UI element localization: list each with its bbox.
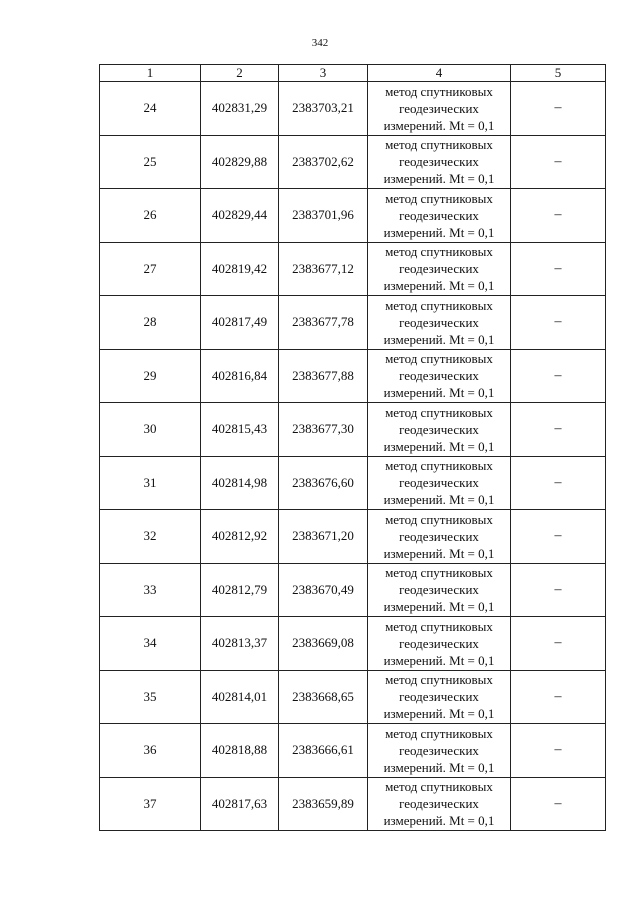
method-cell xyxy=(368,82,511,136)
x-coordinate-cell: 402818,88 xyxy=(201,724,279,778)
x-coordinate-cell: 402829,88 xyxy=(201,135,279,189)
method-text-line: измерений. Mt = 0,1 xyxy=(383,492,495,508)
y-coordinate-cell: 2383659,89 xyxy=(279,777,368,831)
method-text-line: геодезических xyxy=(399,796,479,812)
point-number-cell: 29 xyxy=(100,349,201,403)
table-row xyxy=(100,403,606,457)
table-row xyxy=(100,563,606,617)
y-coordinate-cell: 2383666,61 xyxy=(279,724,368,778)
method-text-line: измерений. Mt = 0,1 xyxy=(383,759,495,775)
y-coordinate-cell: 2383677,30 xyxy=(279,403,368,457)
table-row xyxy=(100,296,606,350)
y-coordinate-cell: 2383677,12 xyxy=(279,242,368,296)
table-row xyxy=(100,82,606,136)
point-number-cell: 33 xyxy=(100,563,201,617)
method-text-line: геодезических xyxy=(399,475,479,491)
page-number: 342 xyxy=(311,37,329,49)
header-col-3: 3 xyxy=(279,65,368,82)
x-coordinate-cell: 402812,92 xyxy=(201,510,279,564)
method-text-line: метод спутниковых xyxy=(385,190,493,206)
method-text-line: метод спутниковых xyxy=(385,779,493,795)
y-coordinate-cell: 2383670,49 xyxy=(279,563,368,617)
method-text-line: метод спутниковых xyxy=(385,244,493,260)
x-coordinate-cell: 402819,42 xyxy=(201,242,279,296)
method-text-line: геодезических xyxy=(399,368,479,384)
y-coordinate-cell: 2383703,21 xyxy=(279,82,368,136)
method-cell xyxy=(368,242,511,296)
y-coordinate-cell: 2383701,96 xyxy=(279,189,368,243)
note-cell: – xyxy=(511,670,606,724)
method-cell xyxy=(368,617,511,671)
method-cell xyxy=(368,296,511,350)
method-cell xyxy=(368,510,511,564)
header-col-2: 2 xyxy=(201,65,279,82)
method-text-line: метод спутниковых xyxy=(385,297,493,313)
x-coordinate-cell: 402814,01 xyxy=(201,670,279,724)
point-number-cell: 30 xyxy=(100,403,201,457)
method-cell xyxy=(368,456,511,510)
method-text-line: геодезических xyxy=(399,582,479,598)
y-coordinate-cell: 2383677,78 xyxy=(279,296,368,350)
note-cell: – xyxy=(511,82,606,136)
table-body xyxy=(100,82,606,831)
note-cell: – xyxy=(511,724,606,778)
point-number-cell: 32 xyxy=(100,510,201,564)
method-text-line: геодезических xyxy=(399,528,479,544)
x-coordinate-cell: 402831,29 xyxy=(201,82,279,136)
method-text-line: измерений. Mt = 0,1 xyxy=(383,331,495,347)
point-number-cell: 25 xyxy=(100,135,201,189)
method-text-line: измерений. Mt = 0,1 xyxy=(383,385,495,401)
note-cell: – xyxy=(511,563,606,617)
method-cell xyxy=(368,670,511,724)
table-header xyxy=(100,65,606,82)
method-text-line: измерений. Mt = 0,1 xyxy=(383,438,495,454)
note-cell: – xyxy=(511,296,606,350)
point-number-cell: 35 xyxy=(100,670,201,724)
point-number-cell: 28 xyxy=(100,296,201,350)
point-number-cell: 24 xyxy=(100,82,201,136)
table-row xyxy=(100,670,606,724)
method-text-line: геодезических xyxy=(399,100,479,116)
method-text-line: метод спутниковых xyxy=(385,618,493,634)
method-cell xyxy=(368,563,511,617)
header-col-1: 1 xyxy=(100,65,201,82)
method-cell xyxy=(368,724,511,778)
method-text-line: измерений. Mt = 0,1 xyxy=(383,278,495,294)
method-text-line: измерений. Mt = 0,1 xyxy=(383,224,495,240)
x-coordinate-cell: 402817,63 xyxy=(201,777,279,831)
x-coordinate-cell: 402816,84 xyxy=(201,349,279,403)
table-row xyxy=(100,189,606,243)
note-cell: – xyxy=(511,135,606,189)
point-number-cell: 37 xyxy=(100,777,201,831)
x-coordinate-cell: 402817,49 xyxy=(201,296,279,350)
note-cell: – xyxy=(511,510,606,564)
table-row xyxy=(100,349,606,403)
y-coordinate-cell: 2383677,88 xyxy=(279,349,368,403)
header-col-4: 4 xyxy=(368,65,511,82)
table-row xyxy=(100,777,606,831)
method-text-line: метод спутниковых xyxy=(385,672,493,688)
method-text-line: геодезических xyxy=(399,154,479,170)
note-cell: – xyxy=(511,403,606,457)
method-text-line: измерений. Mt = 0,1 xyxy=(383,813,495,829)
method-text-line: метод спутниковых xyxy=(385,511,493,527)
method-text-line: метод спутниковых xyxy=(385,83,493,99)
y-coordinate-cell: 2383702,62 xyxy=(279,135,368,189)
method-text-line: метод спутниковых xyxy=(385,725,493,741)
point-number-cell: 34 xyxy=(100,617,201,671)
method-text-line: измерений. Mt = 0,1 xyxy=(383,171,495,187)
method-cell xyxy=(368,349,511,403)
x-coordinate-cell: 402813,37 xyxy=(201,617,279,671)
method-text-line: измерений. Mt = 0,1 xyxy=(383,545,495,561)
x-coordinate-cell: 402815,43 xyxy=(201,403,279,457)
method-text-line: метод спутниковых xyxy=(385,404,493,420)
method-text-line: геодезических xyxy=(399,742,479,758)
note-cell: – xyxy=(511,777,606,831)
method-text-line: метод спутниковых xyxy=(385,458,493,474)
table-row xyxy=(100,724,606,778)
y-coordinate-cell: 2383668,65 xyxy=(279,670,368,724)
point-number-cell: 36 xyxy=(100,724,201,778)
header-row xyxy=(100,65,606,82)
y-coordinate-cell: 2383669,08 xyxy=(279,617,368,671)
method-text-line: геодезических xyxy=(399,207,479,223)
note-cell: – xyxy=(511,242,606,296)
coordinates-table xyxy=(99,64,606,831)
method-text-line: геодезических xyxy=(399,421,479,437)
method-text-line: метод спутниковых xyxy=(385,137,493,153)
method-text-line: измерений. Mt = 0,1 xyxy=(383,117,495,133)
method-text-line: метод спутниковых xyxy=(385,565,493,581)
point-number-cell: 31 xyxy=(100,456,201,510)
x-coordinate-cell: 402829,44 xyxy=(201,189,279,243)
table-row xyxy=(100,135,606,189)
method-text-line: измерений. Mt = 0,1 xyxy=(383,652,495,668)
method-cell xyxy=(368,189,511,243)
method-text-line: геодезических xyxy=(399,635,479,651)
note-cell: – xyxy=(511,189,606,243)
table-row xyxy=(100,242,606,296)
table-row xyxy=(100,617,606,671)
note-cell: – xyxy=(511,617,606,671)
x-coordinate-cell: 402812,79 xyxy=(201,563,279,617)
method-text-line: геодезических xyxy=(399,314,479,330)
method-cell xyxy=(368,777,511,831)
method-text-line: геодезических xyxy=(399,689,479,705)
y-coordinate-cell: 2383676,60 xyxy=(279,456,368,510)
method-cell xyxy=(368,135,511,189)
method-text-line: метод спутниковых xyxy=(385,351,493,367)
point-number-cell: 26 xyxy=(100,189,201,243)
x-coordinate-cell: 402814,98 xyxy=(201,456,279,510)
point-number-cell: 27 xyxy=(100,242,201,296)
method-text-line: геодезических xyxy=(399,261,479,277)
header-col-5: 5 xyxy=(511,65,606,82)
method-text-line: измерений. Mt = 0,1 xyxy=(383,599,495,615)
method-cell xyxy=(368,403,511,457)
note-cell: – xyxy=(511,456,606,510)
table-row xyxy=(100,456,606,510)
y-coordinate-cell: 2383671,20 xyxy=(279,510,368,564)
method-text-line: измерений. Mt = 0,1 xyxy=(383,706,495,722)
table-row xyxy=(100,510,606,564)
note-cell: – xyxy=(511,349,606,403)
